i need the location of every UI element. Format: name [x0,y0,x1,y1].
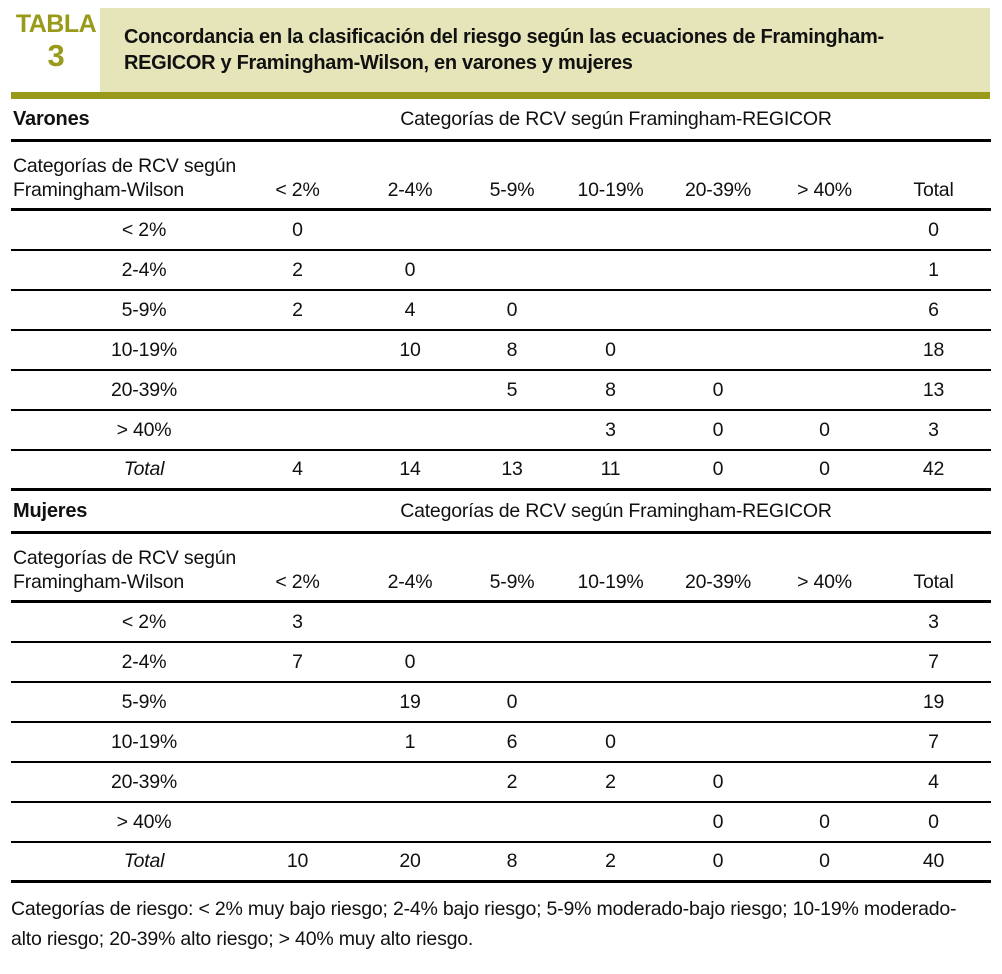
column-label: 10-19% [577,571,644,593]
table-row [11,763,991,803]
row-label: 20-39% [110,378,177,401]
cell: 0 [404,258,416,281]
cell-total: 18 [922,338,945,361]
section-name: Varones [13,107,90,130]
column-label: Total [913,179,954,201]
table-row [11,803,991,843]
cell: 8 [506,850,518,872]
row-label: 20-39% [110,770,177,793]
section-header-mujeres [11,491,991,534]
row-label: 5-9% [121,690,167,713]
column-label: 10-19% [577,179,644,201]
table-row [11,723,991,763]
column-label: 2-4% [387,179,433,201]
table-row-total [11,843,991,883]
cell-total: 3 [928,418,939,441]
column-label: < 2% [275,571,320,593]
row-label: > 40% [116,810,172,833]
cell: 0 [404,650,416,673]
cell-total: 7 [928,730,939,753]
cell: 11 [600,458,621,480]
cell: 1 [404,730,416,753]
cell: 0 [712,810,724,833]
column-label: 2-4% [387,571,433,593]
cell: 0 [712,378,724,401]
cell: 6 [506,730,518,753]
row-axis-label-line1: Categorías de RCV según [13,547,237,569]
cell: 8 [506,338,518,361]
table-number-label [12,12,100,71]
table-label-number: 3 [47,38,65,73]
cell: 0 [712,458,724,480]
column-label: 20-39% [684,571,751,593]
cell: 5 [506,378,518,401]
cell: 0 [506,298,518,321]
cell: 0 [292,218,303,241]
section-header-varones [11,99,991,142]
cell-total: 0 [928,810,939,833]
cell: 10 [399,338,421,361]
cell: 19 [399,690,421,713]
cell: 0 [605,730,616,753]
cell: 0 [819,810,830,833]
row-label: 5-9% [121,298,167,321]
cell: 14 [399,458,421,480]
table-row-total [11,451,991,491]
row-label: Total [123,850,165,872]
cell: 8 [605,378,616,401]
table-label-word: TABLA [15,10,97,38]
row-label: Total [123,458,165,480]
column-label: < 2% [275,179,320,201]
table-row [11,643,991,683]
table-row [11,211,991,251]
cell-total: 19 [922,690,945,713]
column-label: 5-9% [489,179,535,201]
footnote: Categorías de riesgo: < 2% muy bajo riesgo; 2-4% bajo riesgo; 5-9% moderado-bajo riesgo; 10-19% moderado-alto riesgo; 20-39% alto riesgo; > 40% muy alto riesgo. [11,898,957,950]
cell: 0 [712,850,724,872]
cell: 2 [506,770,518,793]
row-axis-label-line2: Framingham-Wilson [13,571,185,593]
section-span-header: Categorías de RCV según Framingham-REGICOR [400,107,832,130]
title-band [100,8,990,92]
cell-total: 7 [928,650,939,673]
cell: 0 [712,418,724,441]
row-axis-label [11,154,241,202]
cell: 10 [286,850,309,872]
cell: 0 [819,418,830,441]
row-label: < 2% [121,218,167,241]
table-row [11,291,991,331]
row-label: 10-19% [110,730,177,753]
cell: 20 [399,850,421,872]
table-title: Concordancia en la clasificación del riesgo según las ecuaciones de Framingham-REGICOR y Framingham-Wilson, en varones y mujeres [124,26,884,74]
cell: 0 [506,690,518,713]
cell: 0 [605,338,616,361]
column-header-row [11,142,991,211]
table-row [11,411,991,451]
row-label: 2-4% [121,258,167,281]
column-header-row [11,534,991,603]
cell: 13 [501,458,523,480]
cell-total: 40 [922,850,945,872]
cell: 3 [605,418,616,441]
cell-total: 4 [928,770,939,793]
table-row [11,603,991,643]
cell: 2 [292,258,303,281]
table-row [11,251,991,291]
concordance-table [11,99,991,883]
row-axis-label-line2: Framingham-Wilson [13,179,185,201]
cell: 4 [292,458,303,480]
row-axis-label [11,546,241,594]
cell: 7 [292,650,303,673]
cell-total: 13 [922,378,945,401]
table-row [11,371,991,411]
row-label: < 2% [121,610,167,633]
table-row [11,683,991,723]
cell-total: 42 [922,458,945,480]
row-axis-label-line1: Categorías de RCV según [13,155,237,177]
row-label: > 40% [116,418,172,441]
table-header [0,0,1002,99]
cell-total: 6 [928,298,939,321]
section-name: Mujeres [13,499,88,522]
cell-total: 3 [928,610,939,633]
column-label: > 40% [797,571,852,593]
cell: 2 [605,770,616,793]
cell: 0 [819,458,830,480]
column-label: 5-9% [489,571,535,593]
cell: 3 [292,610,303,633]
column-label: > 40% [797,179,852,201]
cell-total: 1 [928,258,939,281]
cell: 0 [819,850,830,872]
row-label: 10-19% [110,338,177,361]
column-label: 20-39% [684,179,751,201]
row-label: 2-4% [121,650,167,673]
table-row [11,331,991,371]
cell: 4 [404,298,416,321]
cell: 0 [712,770,724,793]
accent-rule [11,92,990,99]
cell: 2 [605,850,616,872]
cell: 2 [292,298,303,321]
cell-total: 0 [928,218,939,241]
column-label: Total [913,571,954,593]
section-span-header: Categorías de RCV según Framingham-REGICOR [400,499,832,522]
